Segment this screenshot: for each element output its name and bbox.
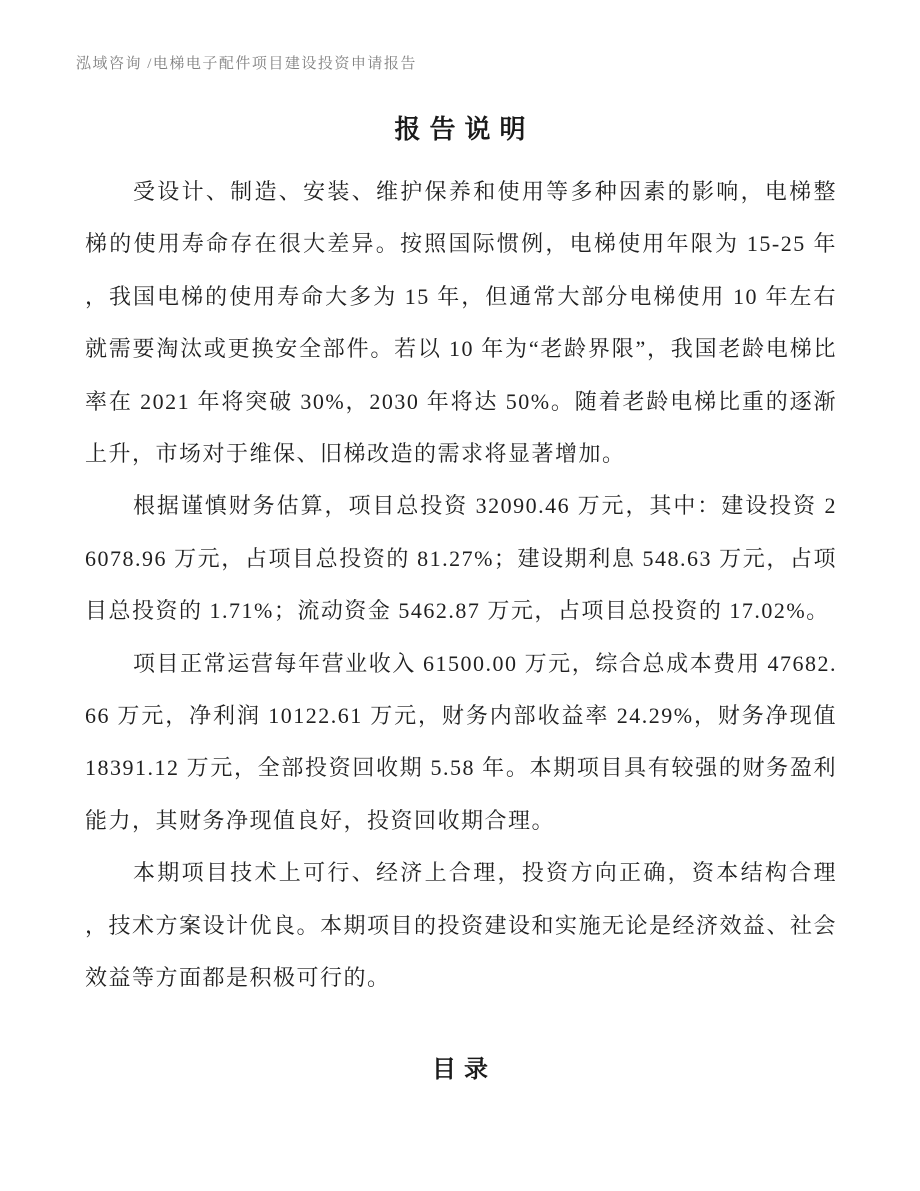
paragraph-overview: 受设计、制造、安装、维护保养和使用等多种因素的影响，电梯整梯的使用寿命存在很大差异。按照国际惯例，电梯使用年限为 15-25 年，我国电梯的使用寿命大多为 15 年，但通常大部分电梯使用 10 年左右就需要淘汰或更换安全部件。若以 10 年为“老龄界限”，我国老龄电梯比率在 2021 年将突破 30%，2030 年将达 50%。随着老龄电梯比重的逐渐上升，市场对于维保、旧梯改造的需求将显著增加。 xyxy=(85,179,837,467)
report-title: 报告说明 xyxy=(394,115,535,144)
paragraph-conclusion: 本期项目技术上可行、经济上合理，投资方向正确，资本结构合理，技术方案设计优良。本期项目的投资建设和实施无论是经济效益、社会效益等方面都是积极可行的。 xyxy=(85,860,838,991)
paragraph-investment: 根据谨慎财务估算，项目总投资 32090.46 万元，其中：建设投资 26078.96 万元，占项目总投资的 81.27%；建设期利息 548.63 万元，占项目总投资的 1.71%；流动资金 5462.87 万元，占项目总投资的 17.02%。 xyxy=(85,493,837,624)
paragraph-financials: 项目正常运营每年营业收入 61500.00 万元，综合总成本费用 47682.66 万元，净利润 10122.61 万元，财务内部收益率 24.29%，财务净现值 18391.12 万元，全部投资回收期 5.58 年。本期项目具有较强的财务盈利能力，其财务净现值良好，投资回收期合理。 xyxy=(85,650,837,833)
report-body xyxy=(85,166,837,1005)
document-header: 泓域咨询 /电梯电子配件项目建设投资申请报告 xyxy=(76,56,417,72)
toc-heading: 目录 xyxy=(432,1057,496,1083)
